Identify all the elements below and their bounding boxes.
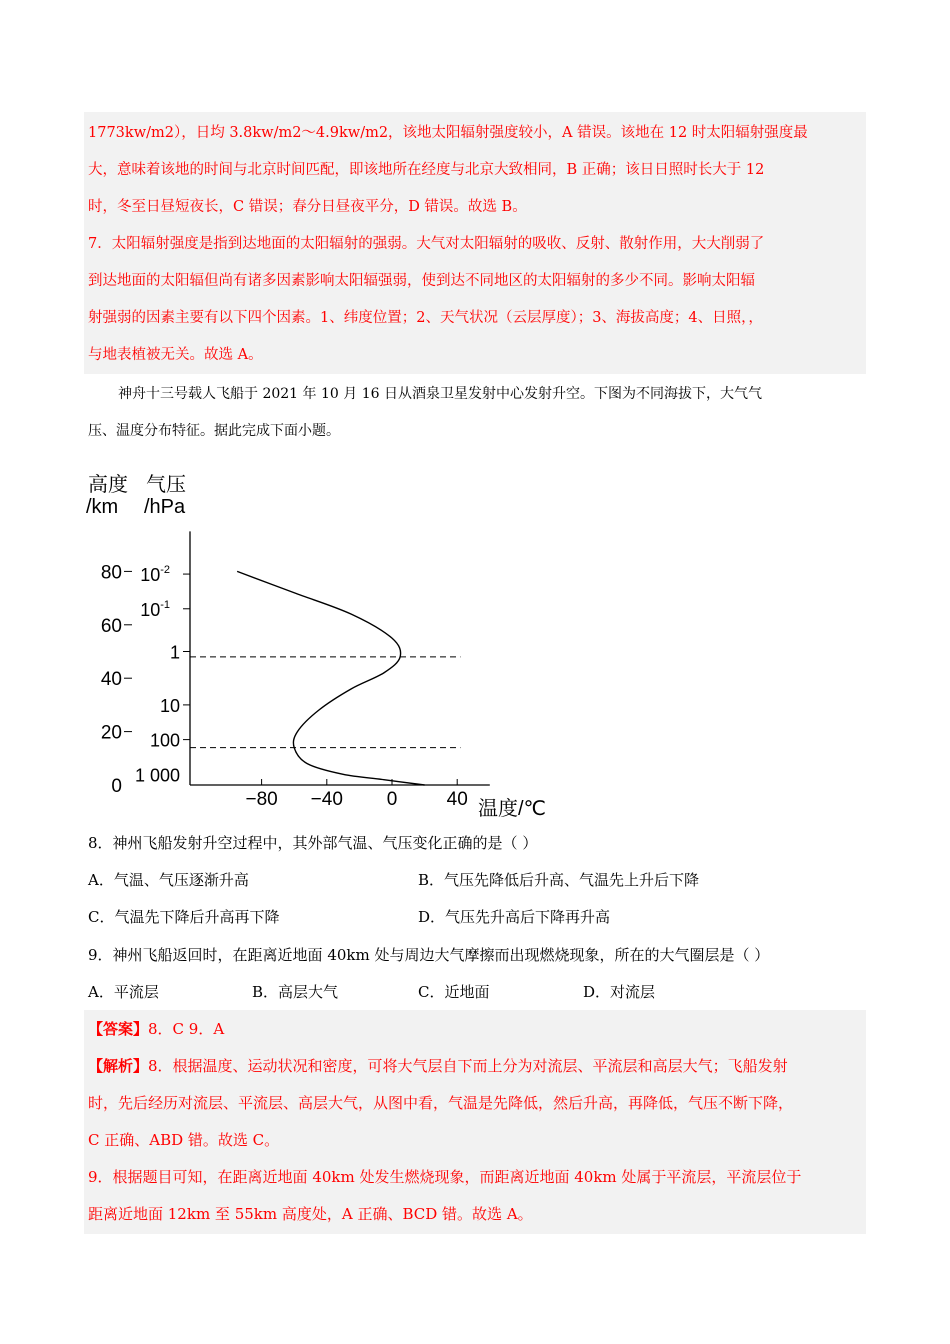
analysis-line: 9．根据题目可知，在距离近地面 40km 处发生燃烧现象，而距离近地面 40km 处属于平流层，平流层位于 — [88, 1168, 802, 1186]
prev-analysis-line: 7．太阳辐射强度是指到达地面的太阳辐射的强弱。大气对太阳辐射的吸收、反射、散射作用，大大削弱了 — [88, 236, 765, 252]
prev-analysis-line: 1773kw/m2），日均 3.8kw/m2～4.9kw/m2，该地太阳辐射强度较小，A 错误。该地在 12 时太阳辐射强度最 — [88, 125, 808, 141]
height-axis-unit: /km — [86, 496, 119, 518]
prev-analysis-line: 射强弱的因素主要有以下四个因素。1、纬度位置；2、天气状况（云层厚度）；3、海拔高度；4、日照，， — [88, 310, 763, 326]
temperature-tick-label: 40 — [446, 789, 468, 810]
prev-analysis-line: 时，冬至日昼短夜长，C 错误；春分日昼夜平分，D 错误。故选 B。 — [88, 199, 527, 215]
height-tick-label: 80 — [100, 562, 122, 584]
pressure-axis-label: 气压 — [146, 474, 186, 496]
answer-analysis-block — [84, 1010, 866, 1234]
temperature-tick-label: −80 — [245, 789, 278, 810]
q8-option-d: D．气压先升高后下降再升高 — [418, 908, 611, 926]
q9-option-c: C．近地面 — [418, 983, 490, 1001]
q9-option-d: D．对流层 — [583, 983, 656, 1001]
height-tick-label: 20 — [100, 722, 122, 744]
prev-analysis-line: 与地表植被无关。故选 A。 — [88, 347, 263, 363]
answer-tag: 【答案】 — [88, 1020, 149, 1038]
height-tick-label: 60 — [100, 615, 122, 637]
answer-text: 8．C 9．A — [148, 1020, 225, 1038]
q8-stem: 8．神州飞船发射升空过程中，其外部气温、气压变化正确的是（ ） — [88, 834, 538, 852]
temperature-tick-label: −40 — [310, 789, 343, 810]
temperature-tick-label: 0 — [386, 789, 398, 810]
temperature-curve — [237, 571, 424, 785]
pressure-tick-label: 1 — [169, 642, 180, 663]
analysis-text: 8．根据温度、运动状况和密度，可将大气层自下而上分为对流层、平流层和高层大气；飞船发射 — [148, 1057, 788, 1075]
analysis-line: 时，先后经历对流层、平流层、高层大气，从图中看，气温是先降低，然后升高，再降低，气压不断下降， — [88, 1094, 794, 1112]
answer-line — [88, 1020, 224, 1038]
analysis-line: C 正确、ABD 错。故选 C。 — [88, 1131, 280, 1149]
prev-analysis-line: 大，意味着该地的时间与北京时间匹配，即该地所在经度与北京大致相同，B 正确；该日日照时长大于 12 — [88, 162, 765, 178]
analysis-line: 距离近地面 12km 至 55km 高度处，A 正确、BCD 错。故选 A。 — [88, 1205, 533, 1223]
q8-option-b: B．气压先降低后升高、气温先上升后下降 — [418, 871, 700, 889]
pressure-tick-label: 100 — [149, 730, 180, 751]
q9-stem: 9．神州飞船返回时，在距离近地面 40km 处与周边大气摩擦而出现燃烧现象，所在的大气圈层是（ ） — [88, 946, 770, 964]
pressure-axis-unit: /hPa — [144, 496, 186, 518]
q8-option-c: C．气温先下降后升高再下降 — [88, 908, 280, 926]
intro-line-2: 压、温度分布特征。据此完成下面小题。 — [88, 423, 340, 439]
pressure-tick-label: $10^{-1}$ — [140, 598, 170, 620]
pressure-tick-label: $10^{-2}$ — [140, 564, 170, 586]
intro-line-1: 神舟十三号载人飞船于 2021 年 10 月 16 日从酒泉卫星发射中心发射升空。下图为不同海拔下，大气气 — [118, 386, 762, 402]
analysis-line-1 — [88, 1057, 788, 1075]
q8-option-a: A．气温、气压逐渐升高 — [88, 871, 249, 889]
height-axis-label: 高度 — [88, 474, 128, 496]
q9-option-b: B．高层大气 — [252, 983, 339, 1001]
analysis-tag: 【解析】 — [88, 1057, 149, 1075]
temperature-axis-label: 温度/℃ — [478, 798, 547, 820]
pressure-tick-label: 1 000 — [134, 765, 180, 786]
prev-analysis-line: 到达地面的太阳辐但尚有诸多因素影响太阳辐强弱，使到达不同地区的太阳辐射的多少不同。影响太阳辐 — [88, 273, 755, 289]
pressure-tick-label: 10 — [159, 695, 180, 716]
height-tick-label: 40 — [100, 669, 122, 691]
q9-option-a: A．平流层 — [88, 983, 159, 1001]
temperature-pressure-chart — [80, 465, 580, 825]
height-tick-label: 0 — [111, 776, 122, 797]
